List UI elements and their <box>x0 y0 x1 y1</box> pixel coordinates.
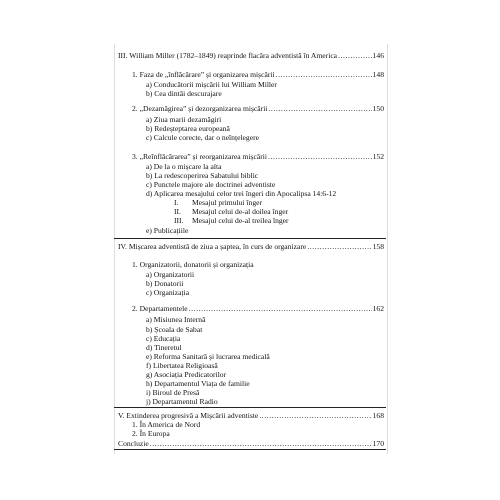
toc-item: b) La redescoperirea Sabatului biblic <box>146 171 259 180</box>
toc-item: f) Libertatea Religioasă <box>146 361 218 370</box>
toc-entry-page: 148 <box>372 70 384 79</box>
dot-leader <box>307 242 371 251</box>
toc-item: 1. În America de Nord <box>132 420 201 429</box>
toc-entry-page: 168 <box>372 411 384 420</box>
toc-item: a) Ziua marii dezamăgiri <box>146 115 222 124</box>
toc-entry-4-1: 1. Organizatorii, donatorii și organizația <box>132 260 254 269</box>
toc-item: Mesajul primului înger <box>192 198 263 207</box>
roman-numeral: II. <box>174 207 181 216</box>
toc-entry-title: Concluzie <box>118 439 149 448</box>
section-divider <box>114 407 386 408</box>
toc-entry-title: IV. Mișcarea adventistă de ziua a șaptea, în curs de organizare <box>118 242 307 251</box>
dot-leader <box>189 304 372 313</box>
dot-leader <box>268 152 372 161</box>
toc-item: a) Conducătorii mișcării lui William Miller <box>146 80 277 89</box>
toc-entry-section-4 <box>118 242 384 251</box>
toc-item: c) Punctele majore ale doctrinei adventiste <box>146 180 276 189</box>
toc-item: j) Departamentul Radio <box>146 397 218 406</box>
dot-leader <box>150 439 372 448</box>
toc-item: c) Educația <box>146 334 181 343</box>
toc-entry-conclusion <box>118 439 384 448</box>
toc-entry-section-5 <box>118 411 384 420</box>
toc-item: b) Donatorii <box>146 279 184 288</box>
toc-entry-page: 170 <box>372 439 384 448</box>
toc-item: h) Departamentul Viața de familie <box>146 379 250 388</box>
toc-entry-3-2 <box>132 104 384 113</box>
toc-item: e) Publicațiile <box>146 226 189 235</box>
dot-leader <box>259 411 371 420</box>
toc-entry-section-3 <box>118 51 384 60</box>
toc-item: e) Reforma Sanitară și lucrarea medicală <box>146 352 270 361</box>
toc-entry-4-2 <box>132 304 384 313</box>
dot-leader <box>338 51 372 60</box>
toc-item: d) Aplicarea mesajului celor trei îngeri din Apocalipsa 14:6-12 <box>146 189 337 198</box>
toc-entry-title: 2. „Dezamăgirea” și dezorganizarea mișcării <box>132 104 268 113</box>
toc-entry-page: 150 <box>372 104 384 113</box>
toc-entry-3-3 <box>132 152 384 161</box>
section-divider <box>114 238 386 239</box>
toc-entry-title: V. Extinderea progresivă a Mișcării adventiste <box>118 411 259 420</box>
roman-numeral: III. <box>174 216 184 225</box>
toc-entry-title: 2. Departamentele <box>132 304 188 313</box>
toc-item: i) Biroul de Presă <box>146 388 200 397</box>
toc-item: b) Redeșteptarea europeană <box>146 124 230 133</box>
dot-leader <box>268 104 371 113</box>
toc-item: g) Asociația Predicatorilor <box>146 370 227 379</box>
toc-item: Mesajul celui de-al treilea înger <box>192 216 289 225</box>
toc-item: 2. În Europa <box>132 429 170 438</box>
toc-entry-title: III. William Miller (1782–1849) reaprinde flacăra adventistă în America <box>118 51 338 60</box>
roman-numeral: I. <box>174 198 179 207</box>
toc-item: b) Cea dintâi descurajare <box>146 89 222 98</box>
toc-item: c) Organizația <box>146 288 190 297</box>
toc-item: a) Organizatorii <box>146 270 195 279</box>
toc-entry-page: 152 <box>372 152 384 161</box>
toc-item: Mesajul celui de-al doilea înger <box>192 207 289 216</box>
toc-item: d) Tineretul <box>146 343 182 352</box>
toc-entry-page: 146 <box>372 51 384 60</box>
toc-entry-3-1 <box>132 70 384 79</box>
toc-item: a) De la o mișcare la alta <box>146 162 222 171</box>
toc-entry-title: 1. Faza de „înflăcărare” și organizarea mișcării <box>132 70 275 79</box>
toc-entry-title: 3. „Reînflăcărarea” și reorganizarea mișcării <box>132 152 267 161</box>
toc-entry-page: 162 <box>372 304 384 313</box>
toc-item: a) Misiunea Internă <box>146 315 206 324</box>
section-divider <box>114 449 386 450</box>
toc-item: c) Calcule corecte, dar o neînțelegere <box>146 133 259 142</box>
toc-entry-page: 158 <box>372 242 384 251</box>
dot-leader <box>276 70 372 79</box>
toc-item: b) Școala de Sabat <box>146 325 203 334</box>
